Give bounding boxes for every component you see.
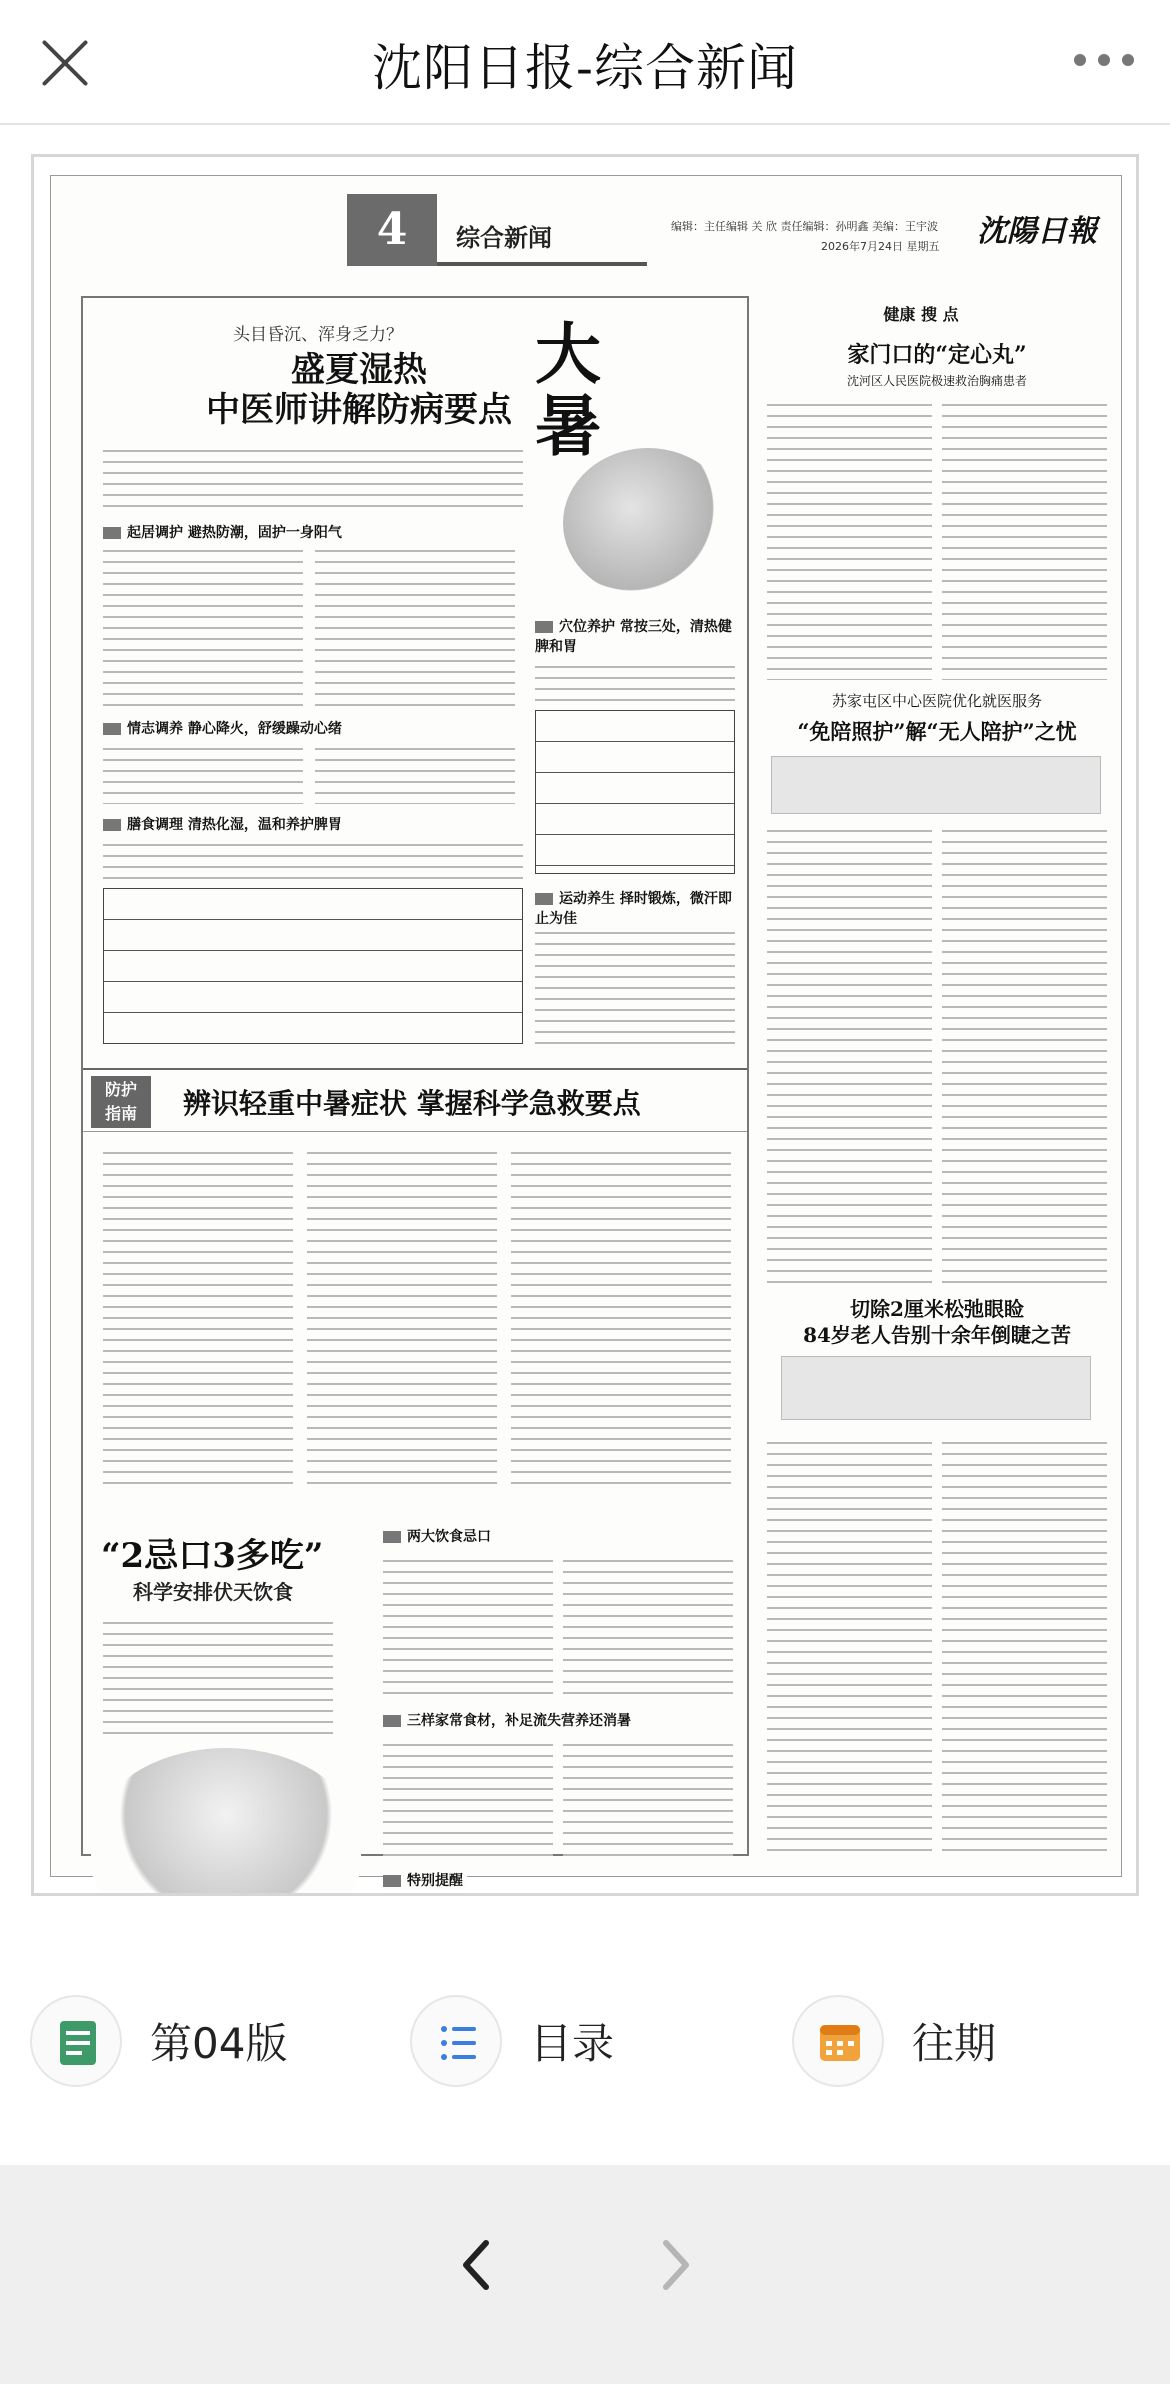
article-text	[103, 744, 303, 804]
page-number: 4	[347, 194, 437, 266]
bottom-toolbar	[0, 1985, 1170, 2135]
article-kicker: 头目昏沉、浑身乏力？	[233, 325, 403, 345]
contents-label: 目录	[530, 2019, 615, 2068]
article-text	[767, 826, 932, 1286]
right-subheadline-2: 苏家屯区中心医院优化就医服务	[831, 692, 1042, 710]
contents-button[interactable]	[410, 1985, 650, 2105]
lotus-illustration	[563, 448, 733, 598]
acupoint-table	[535, 710, 735, 874]
article-text	[383, 1556, 553, 1696]
article-text	[383, 1740, 553, 1860]
subheading: 三样家常食材，补足流失营养还消暑	[383, 1710, 635, 1730]
article-text	[103, 446, 523, 512]
subheading: 穴位养护 常按三处，清热健脾和胃	[535, 616, 747, 656]
article-text	[511, 1148, 731, 1488]
article-text	[535, 928, 735, 1044]
article-summary-box	[781, 1356, 1091, 1420]
subheading: 情志调养 静心降火，舒缓躁动心绪	[103, 718, 346, 738]
article-text	[103, 1618, 333, 1738]
article-text	[103, 1148, 293, 1488]
newspaper-masthead: 沈陽日報	[977, 214, 1097, 249]
past-issues-label: 往期	[912, 2019, 997, 2068]
section-name: 综合新闻	[456, 224, 552, 252]
article-text	[767, 1438, 932, 1858]
right-subheadline-1: 沈河区人民医院极速救治胸痛患者	[846, 374, 1027, 388]
back-arrow-icon[interactable]	[456, 2235, 496, 2295]
article-text	[315, 744, 515, 804]
past-issues-button[interactable]	[792, 1985, 1032, 2105]
subheading: 膳食调理 清热化湿，温和养护脾胃	[103, 814, 346, 834]
document-icon	[30, 1995, 122, 2087]
dashu-calligraphy: 大暑	[535, 315, 601, 465]
section-banner	[83, 1068, 747, 1132]
article-summary-box	[771, 756, 1101, 814]
article-text	[942, 826, 1107, 1286]
close-icon[interactable]	[38, 35, 94, 91]
article-headline: 盛夏湿热 中医师讲解防病要点	[206, 350, 512, 430]
article-text	[942, 1438, 1107, 1858]
article-headline-3: “2忌口3多吃”	[101, 1536, 324, 1576]
article-headline-2: 辨识轻重中暑症状 掌握科学急救要点	[183, 1087, 641, 1120]
forward-arrow-icon[interactable]	[656, 2235, 696, 2295]
list-icon	[410, 1995, 502, 2087]
left-article-frame	[81, 296, 749, 1889]
food-bowl-illustration	[91, 1748, 361, 1896]
right-headline-2: “免陪照护”解“无人陪护”之忧	[797, 719, 1077, 744]
editors-line: 编辑：主任编辑 关 欣 责任编辑：孙明鑫 美编：王宇波	[671, 220, 938, 233]
newspaper-page[interactable]	[31, 154, 1139, 1896]
article-text	[315, 546, 515, 706]
current-edition-button[interactable]	[30, 1985, 310, 2105]
article-text	[103, 546, 303, 706]
page-title: 沈阳日报-综合新闻	[372, 39, 798, 97]
article-text	[767, 400, 932, 680]
subheading: 起居调护 避热防潮，固护一身阳气	[103, 522, 346, 542]
browser-footer	[0, 2165, 1170, 2384]
article-text	[563, 1740, 733, 1860]
article-text	[942, 400, 1107, 680]
article-text	[103, 840, 523, 880]
guide-tag: 防护 指南	[91, 1076, 151, 1128]
more-icon[interactable]	[1074, 50, 1134, 70]
issue-date: 2026年7月24日 星期五	[821, 240, 940, 253]
article-text	[535, 662, 735, 702]
right-headline-3: 切除2厘米松弛眼睑 84岁老人告别十余年倒睫之苦	[803, 1297, 1071, 1347]
article-text	[383, 1894, 733, 1896]
newspaper-frame	[50, 175, 1122, 1889]
article-text	[563, 1556, 733, 1696]
current-edition-label: 第04版	[150, 2019, 288, 2068]
top-bar	[0, 0, 1170, 125]
subheading: 两大饮食忌口	[383, 1526, 495, 1546]
calendar-icon	[792, 1995, 884, 2087]
health-badge: 健康 搜 点	[883, 305, 959, 324]
article-text	[307, 1148, 497, 1488]
article-subheadline-3: 科学安排伏天饮食	[133, 1580, 293, 1604]
subheading: 运动养生 择时锻炼，微汗即止为佳	[535, 888, 747, 928]
food-table	[103, 888, 523, 1044]
right-headline-1: 家门口的“定心丸”	[847, 342, 1027, 368]
subheading: 特别提醒	[383, 1870, 467, 1890]
